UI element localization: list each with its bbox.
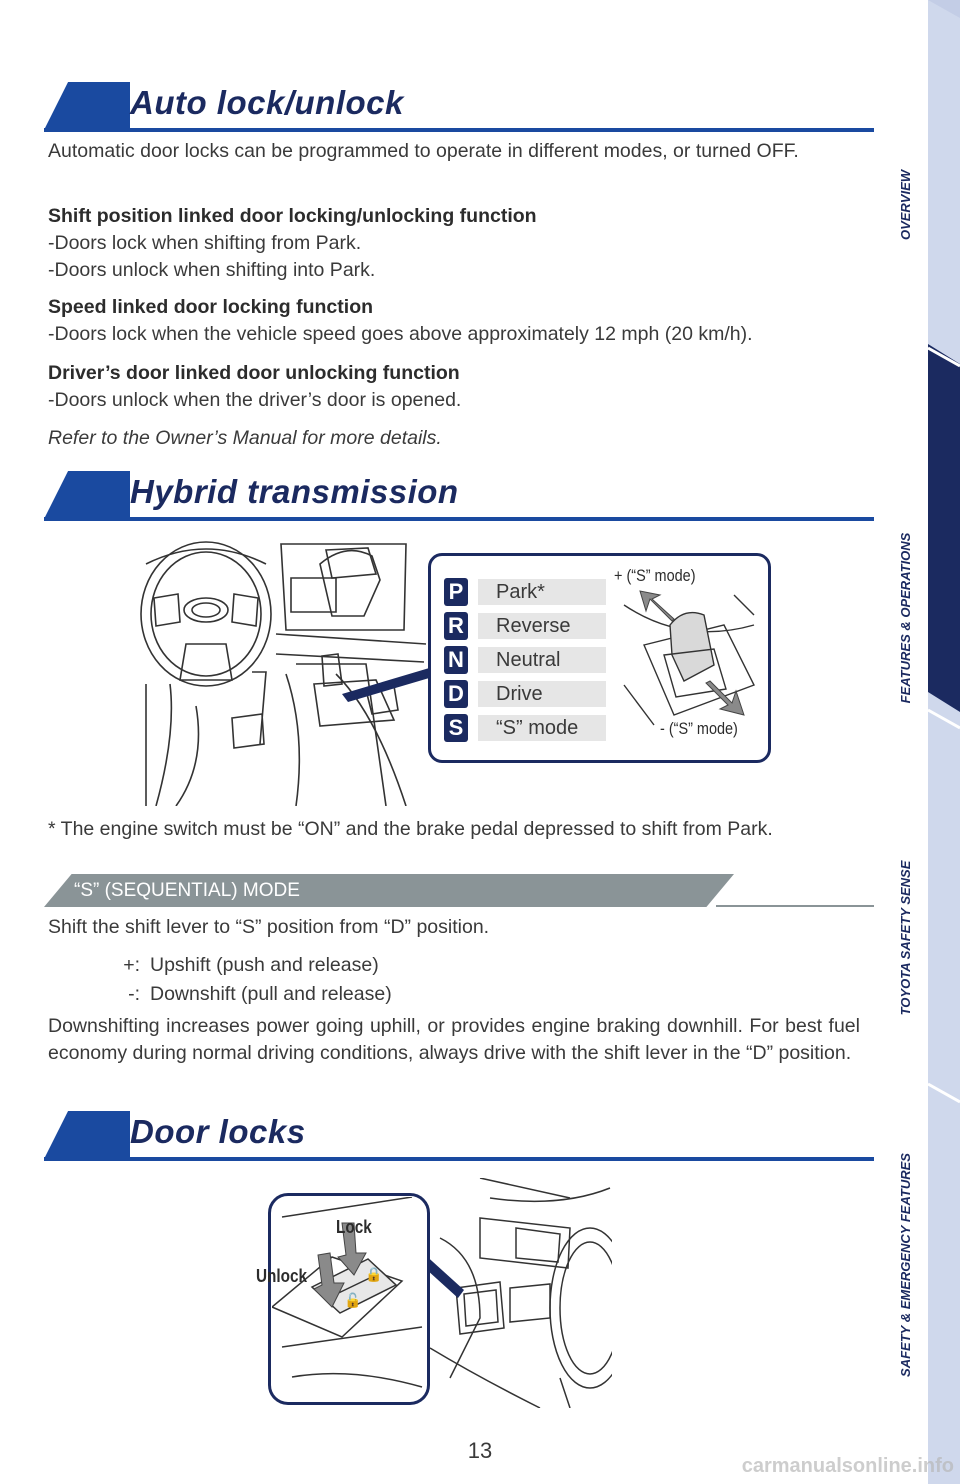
header-rule — [44, 128, 874, 132]
tab-toyota-safety-sense[interactable]: TOYOTA SAFETY SENSE — [898, 860, 913, 1016]
downshift-key: -: — [128, 983, 140, 1005]
gear-label-reverse: Reverse — [478, 613, 606, 639]
gear-letter-r: R — [444, 612, 468, 640]
gear-label-park: Park* — [478, 579, 606, 605]
svg-text:🔒: 🔒 — [365, 1267, 383, 1283]
driver-door-block — [48, 360, 860, 414]
door-locks-title: Door locks — [130, 1113, 306, 1150]
subheading-rule — [716, 905, 874, 907]
minus-s-mode-label: - (“S” mode) — [660, 719, 738, 738]
auto-lock-intro: Automatic door locks can be programmed to operate in different modes, or turned OFF. — [48, 140, 799, 162]
gear-letter-d: D — [444, 680, 468, 708]
refer-manual: Refer to the Owner’s Manual for more details. — [48, 427, 442, 449]
hybrid-header — [44, 471, 874, 521]
s-mode-shift-text: Shift the shift lever to “S” position from “D” position. — [48, 916, 490, 938]
cabin-illustration — [136, 534, 436, 806]
header-wedge — [44, 1111, 130, 1159]
header-wedge — [44, 471, 130, 519]
auto-lock-title: Auto lock/unlock — [130, 84, 404, 121]
shift-linked-block — [48, 203, 860, 284]
auto-lock-header — [44, 82, 874, 132]
speed-linked-line1: -Doors lock when the vehicle speed goes above approximately 12 mph (20 km/h). — [48, 323, 753, 345]
speed-linked-block — [48, 294, 860, 348]
gear-label-s-mode: “S” mode — [478, 715, 606, 741]
shift-linked-line1: -Doors lock when shifting from Park. — [48, 232, 362, 254]
s-mode-subheading: “S” (SEQUENTIAL) MODE — [74, 880, 300, 901]
gear-letter-s: S — [444, 714, 468, 742]
gear-label-drive: Drive — [478, 681, 606, 707]
upshift-key: +: — [123, 954, 140, 976]
shift-linked-heading: Shift position linked door locking/unlocking function — [48, 205, 537, 227]
driver-door-line1: -Doors unlock when the driver’s door is opened. — [48, 389, 462, 411]
speed-linked-heading: Speed linked door locking function — [48, 296, 374, 318]
page-number: 13 — [467, 1438, 493, 1463]
shift-footnote: * The engine switch must be “ON” and the brake pedal depressed to shift from Park. — [48, 818, 773, 840]
watermark: carmanualsonline.info — [741, 1455, 954, 1477]
tab-safety-emergency[interactable]: SAFETY & EMERGENCY FEATURES — [898, 1153, 913, 1377]
unlock-label: Unlock — [256, 1266, 308, 1286]
plus-s-mode-label: + (“S” mode) — [614, 566, 696, 585]
downshift-paragraph: Downshifting increases power going uphill, or provides engine braking downhill. For best fuel economy during normal driving conditions, always drive with the shift lever in the “D” position. — [48, 1015, 860, 1064]
tab-features-operations[interactable]: FEATURES & OPERATIONS — [898, 532, 913, 704]
downshift-text: Downshift (pull and release) — [150, 983, 392, 1005]
svg-text:🔓: 🔓 — [344, 1293, 362, 1309]
gear-label-neutral: Neutral — [478, 647, 606, 673]
upshift-text: Upshift (push and release) — [150, 954, 379, 976]
door-panel-illustration — [420, 1178, 612, 1408]
shift-linked-line2: -Doors unlock when shifting into Park. — [48, 259, 376, 281]
gear-letter-p: P — [444, 578, 468, 606]
shift-lever-illustration — [614, 585, 759, 727]
door-locks-header — [44, 1111, 874, 1161]
gear-letter-n: N — [444, 646, 468, 674]
side-tab-shapes — [926, 0, 960, 1484]
hybrid-title: Hybrid transmission — [130, 473, 459, 510]
tab-overview[interactable]: OVERVIEW — [898, 169, 913, 241]
header-rule — [44, 1157, 874, 1161]
header-rule — [44, 517, 874, 521]
header-wedge — [44, 82, 130, 130]
lock-label: Lock — [336, 1217, 372, 1237]
side-navigation — [928, 0, 960, 1484]
driver-door-heading: Driver’s door linked door unlocking function — [48, 362, 460, 384]
